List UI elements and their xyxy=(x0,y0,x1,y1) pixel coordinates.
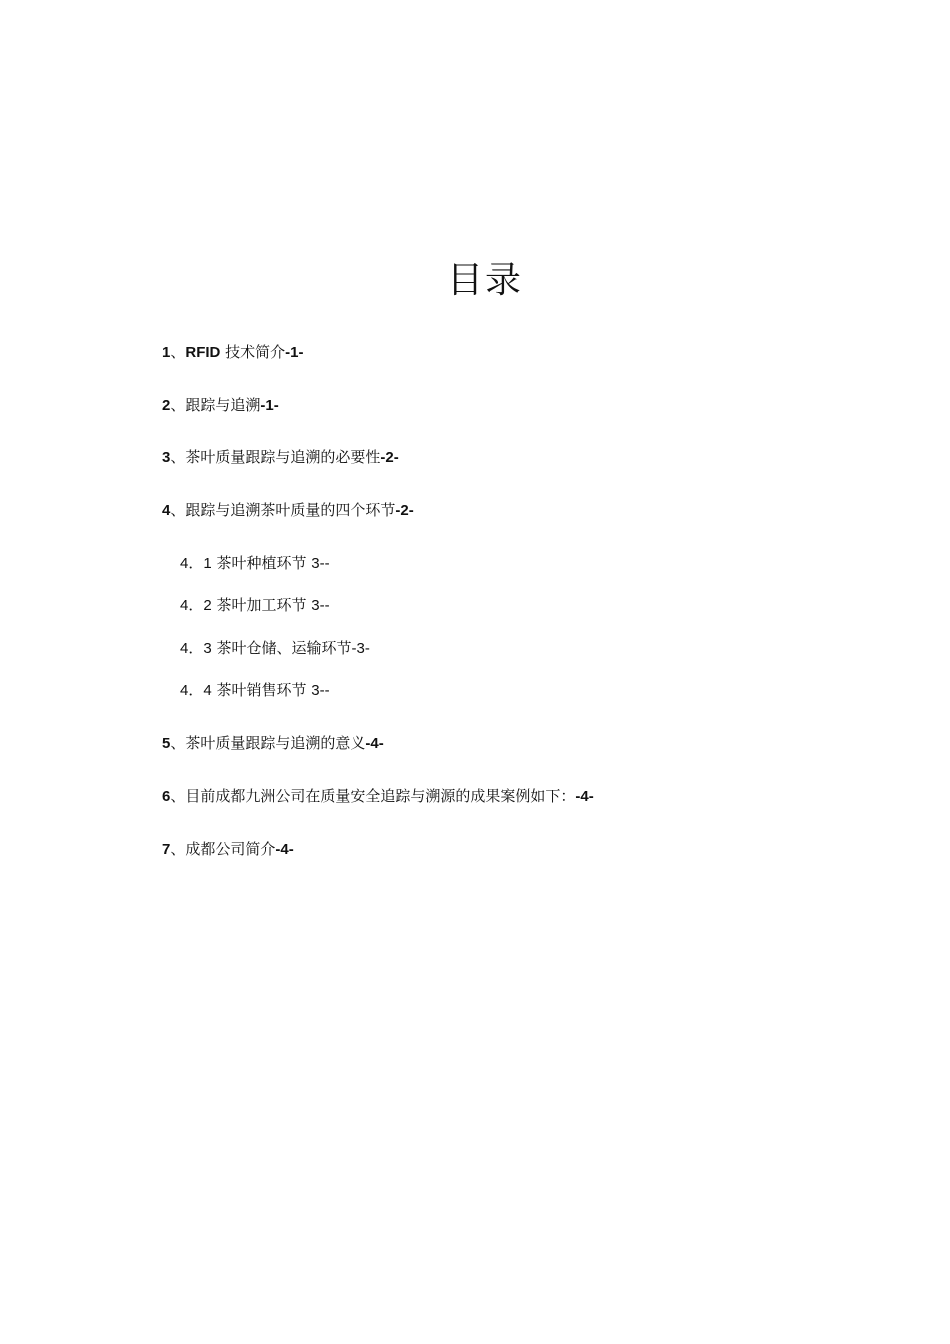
toc-entry-4-2[interactable] xyxy=(180,595,330,616)
toc-entry-page: -1- xyxy=(260,397,279,414)
toc-entry-4[interactable] xyxy=(162,500,414,521)
toc-entry-page: 3-- xyxy=(311,682,330,699)
toc-entry-number: 4．3 xyxy=(180,640,212,657)
toc-entry-number: 1 xyxy=(162,344,171,361)
toc-entry-page: -1- xyxy=(285,344,304,361)
toc-entry-page: -4- xyxy=(275,841,294,858)
toc-entry-text: 目前成都九洲公司在质量安全追踪与溯源的成果案例如下： xyxy=(185,787,576,805)
toc-entry-4-4[interactable] xyxy=(180,680,330,701)
toc-entry-page: -3- xyxy=(351,640,370,657)
toc-entry-3[interactable] xyxy=(162,447,399,468)
toc-entry-number: 4．4 xyxy=(180,682,212,699)
toc-entry-number: 7 xyxy=(162,841,171,858)
toc-entry-text: 茶叶销售环节 xyxy=(216,681,307,699)
toc-entry-page: -4- xyxy=(365,735,384,752)
toc-entry-4-1[interactable] xyxy=(180,553,330,574)
toc-entry-5[interactable] xyxy=(162,733,384,754)
toc-entry-separator: 、 xyxy=(170,501,186,519)
toc-entry-text: 跟踪与追溯茶叶质量的四个环节 xyxy=(185,501,396,519)
toc-entry-text: 成都公司简介 xyxy=(185,840,276,858)
toc-entry-text: 跟踪与追溯 xyxy=(185,396,261,414)
toc-entry-text: 茶叶质量跟踪与追溯的必要性 xyxy=(185,448,381,466)
toc-entry-separator: 、 xyxy=(170,840,186,858)
toc-entry-text: 茶叶加工环节 xyxy=(216,596,307,614)
toc-entry-prefix: RFID xyxy=(185,344,221,361)
toc-entry-separator: 、 xyxy=(170,734,186,752)
toc-entry-7[interactable] xyxy=(162,839,294,860)
toc-entry-1[interactable] xyxy=(162,342,304,363)
toc-entry-text: 茶叶种植环节 xyxy=(216,554,307,572)
toc-title: 目录 xyxy=(446,260,523,301)
toc-entry-separator: 、 xyxy=(170,396,186,414)
toc-entry-2[interactable] xyxy=(162,395,279,416)
toc-entry-6[interactable] xyxy=(162,786,594,807)
toc-entry-separator: 、 xyxy=(170,448,186,466)
toc-entry-page: -2- xyxy=(380,449,399,466)
toc-entry-number: 6 xyxy=(162,788,171,805)
toc-entry-number: 4 xyxy=(162,502,171,519)
toc-entry-number: 3 xyxy=(162,449,171,466)
toc-entry-page: 3-- xyxy=(311,555,330,572)
toc-entry-separator: 、 xyxy=(170,343,186,361)
toc-entry-page: -4- xyxy=(575,788,594,805)
toc-entry-text: 茶叶质量跟踪与追溯的意义 xyxy=(185,734,366,752)
toc-entry-page: 3-- xyxy=(311,597,330,614)
toc-entry-text: 茶叶仓储、运输环节 xyxy=(216,639,352,657)
toc-entry-number: 4．1 xyxy=(180,555,212,572)
toc-entry-number: 2 xyxy=(162,397,171,414)
toc-entry-text: 技术简介 xyxy=(225,343,286,361)
toc-entry-page: -2- xyxy=(395,502,414,519)
toc-entry-4-3[interactable] xyxy=(180,638,370,659)
toc-entry-number: 5 xyxy=(162,735,171,752)
toc-entry-separator: 、 xyxy=(170,787,186,805)
toc-entry-number: 4．2 xyxy=(180,597,212,614)
